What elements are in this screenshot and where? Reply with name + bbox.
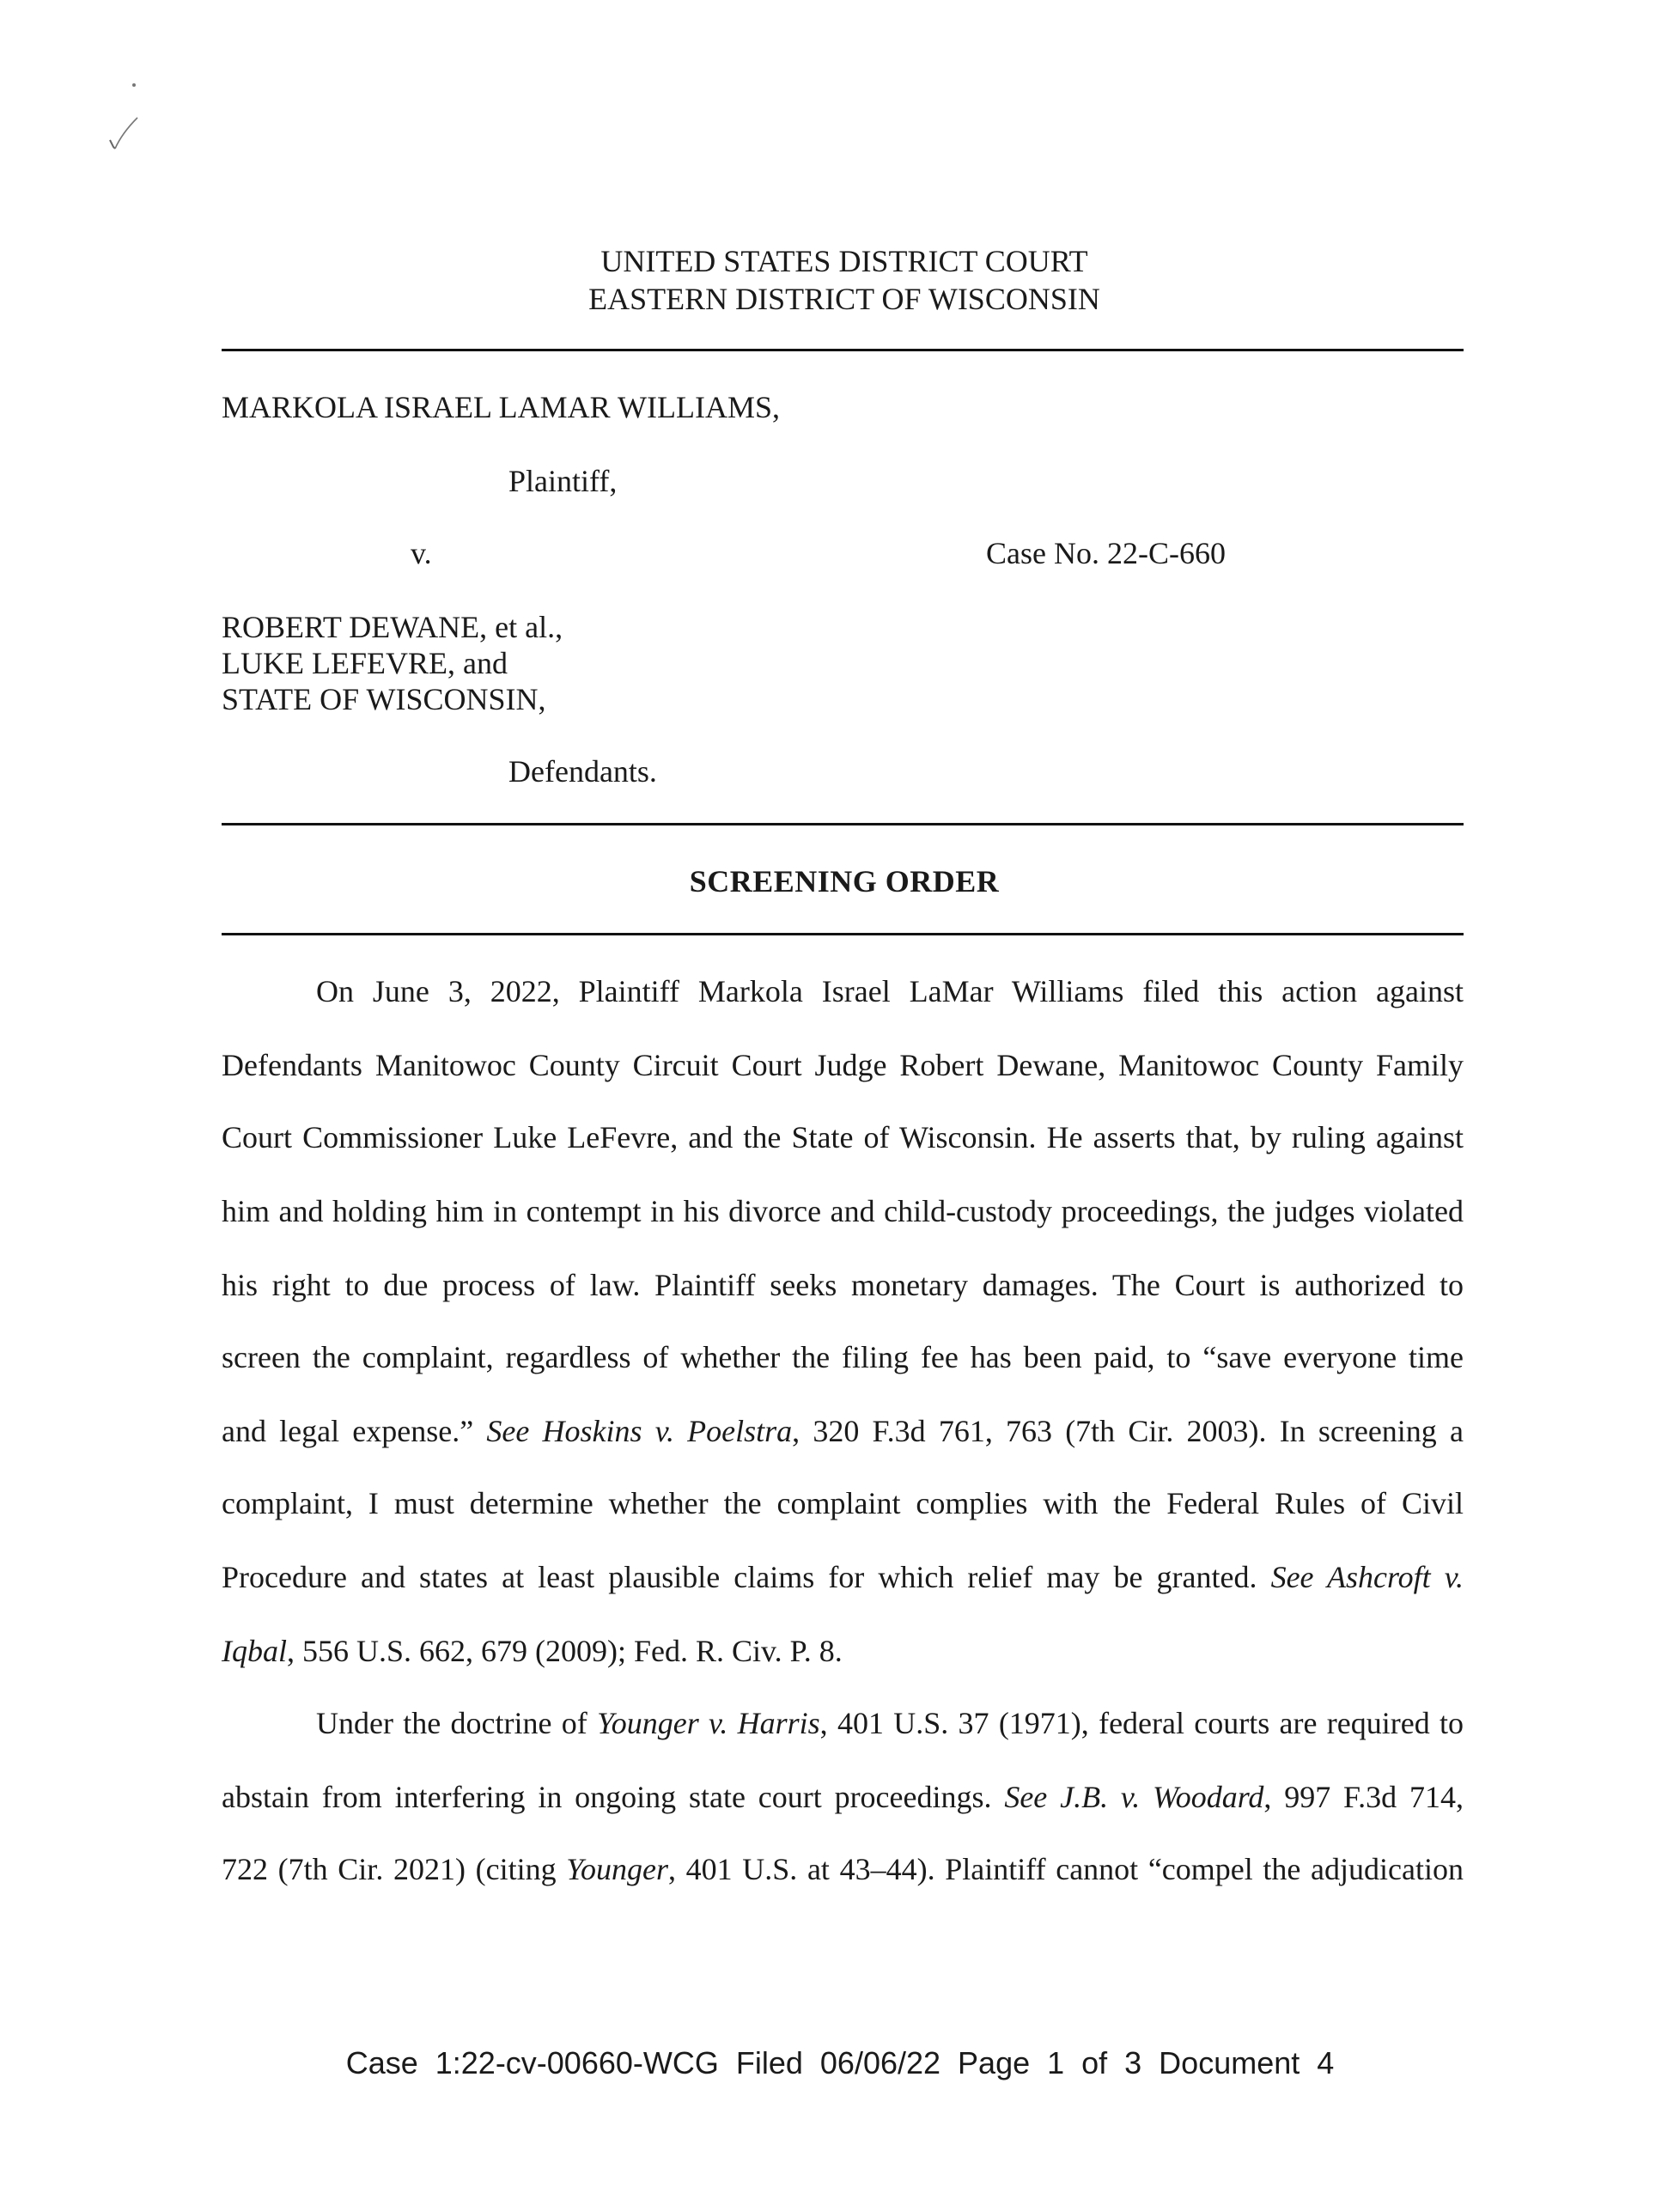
paragraph-1-line-8: complaint, I must determine whether the complaint complies with the Federal Rules of Civil: [222, 1486, 1464, 1520]
text-run: , 556 U.S. 662, 679 (2009); Fed. R. Civ. P. 8.: [287, 1634, 843, 1668]
text-run: Under the doctrine of: [316, 1706, 598, 1740]
case-citation: See J.B. v. Woodard: [1004, 1780, 1264, 1814]
paragraph-1-line-7: [222, 1412, 1464, 1450]
case-number: Case No. 22-C-660: [986, 536, 1226, 570]
text-run: , 401 U.S. at 43–44). Plaintiff cannot “compel the adjudication: [667, 1852, 1464, 1886]
case-citation: Younger v. Harris: [597, 1706, 820, 1740]
plaintiff-name: MARKOLA ISRAEL LAMAR WILLIAMS,: [222, 390, 781, 424]
versus-label: v.: [411, 536, 432, 570]
caption-top-rule: [222, 349, 1464, 351]
case-citation: Younger: [566, 1852, 668, 1886]
text-run: , 401 U.S. 37 (1971), federal courts are required to: [819, 1706, 1464, 1740]
paragraph-1-line-1: On June 3, 2022, Plaintiff Markola Israel LaMar Williams filed this action against: [316, 974, 1464, 1008]
defendant-line-3: STATE OF WISCONSIN,: [222, 682, 546, 716]
text-run: and legal expense.”: [222, 1414, 487, 1448]
defendant-line-2: LUKE LEFEVRE, and: [222, 646, 508, 680]
case-citation: Iqbal: [222, 1634, 287, 1668]
text-run: abstain from interfering in ongoing state court proceedings.: [222, 1780, 1005, 1814]
handwritten-check-mark: [103, 73, 155, 168]
case-citation: See Hoskins v. Poelstra: [486, 1414, 793, 1448]
paragraph-1-line-2: Defendants Manitowoc County Circuit Court Judge Robert Dewane, Manitowoc County Family: [222, 1048, 1464, 1082]
text-run: Procedure and states at least plausible claims for which relief may be granted.: [222, 1560, 1271, 1594]
text-run: , 997 F.3d 714,: [1263, 1780, 1464, 1814]
paragraph-1-line-9: [222, 1558, 1464, 1596]
paragraph-2-line-2: [222, 1778, 1464, 1816]
defendant-line-1: ROBERT DEWANE, et al.,: [222, 610, 563, 644]
paragraph-2-line-3: [222, 1850, 1464, 1888]
court-name-line-2: EASTERN DISTRICT OF WISCONSIN: [588, 282, 1100, 316]
order-title: SCREENING ORDER: [689, 864, 1000, 898]
case-citation: See Ashcroft v.: [1270, 1560, 1464, 1594]
text-run: 722 (7th Cir. 2021) (citing: [222, 1852, 567, 1886]
paragraph-1-line-10: [222, 1632, 1464, 1670]
paragraph-1-line-6: screen the complaint, regardless of whether the filing fee has been paid, to “save everyone time: [222, 1340, 1464, 1374]
caption-bottom-rule: [222, 823, 1464, 825]
text-run: , 320 F.3d 761, 763 (7th Cir. 2003). In screening a: [792, 1414, 1464, 1448]
page-footer-stamp: Case 1:22-cv-00660-WCG Filed 06/06/22 Page 1 of 3 Document 4: [345, 2045, 1335, 2080]
paragraph-2-line-1: [316, 1704, 1464, 1742]
defendant-role: Defendants.: [508, 754, 657, 789]
paragraph-1-line-5: his right to due process of law. Plaintiff seeks monetary damages. The Court is authorized to: [222, 1268, 1464, 1302]
paragraph-1-line-4: him and holding him in contempt in his divorce and child-custody proceedings, the judges violated: [222, 1194, 1464, 1228]
court-name-line-1: UNITED STATES DISTRICT COURT: [600, 244, 1088, 278]
paragraph-1-line-3: Court Commissioner Luke LeFevre, and the State of Wisconsin. He asserts that, by ruling against: [222, 1120, 1464, 1154]
plaintiff-role: Plaintiff,: [508, 464, 618, 498]
title-rule: [222, 933, 1464, 935]
